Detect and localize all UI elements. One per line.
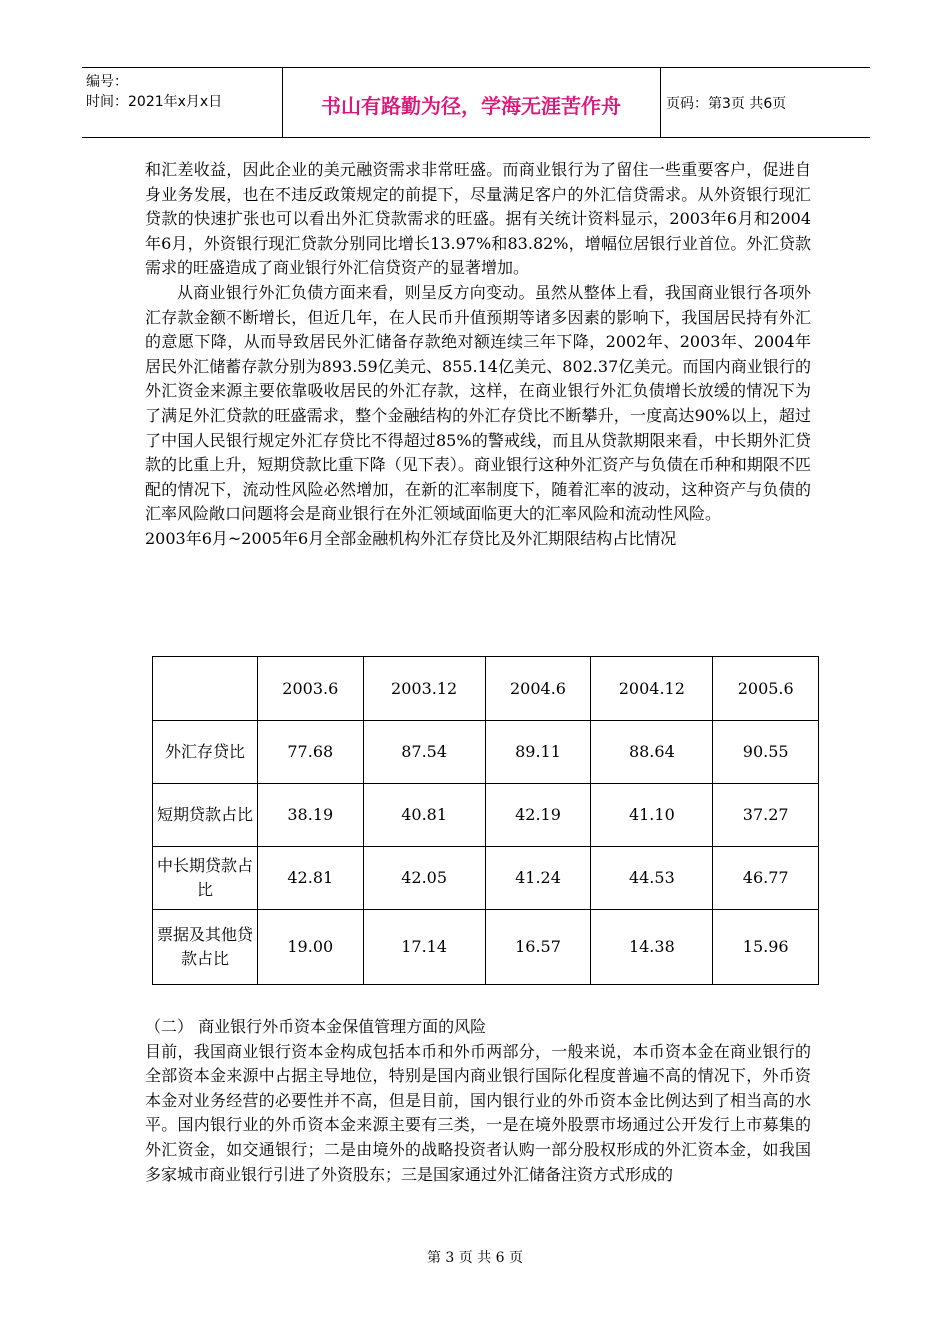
table-cell: 90.55 <box>713 721 819 784</box>
section-paragraph: 目前，我国商业银行资本金构成包括本币和外币两部分，一般来说，本币资本金在商业银行的全部资本金来源中占据主导地位，特别是国内商业银行国际化程度普遍不高的情况下，外币资本金对业务经营的必要性并不高，但是目前，国内银行业的外币资本金比例达到了相当高的水平。国内银行业的外币资本金来源主要有三类，一是在境外股票市场通过公开发行上市募集的外汇资金，如交通银行；二是由境外的战略投资者认购一部分股权形成的外汇资本金，如我国多家城市商业银行引进了外资股东；三是国家通过外汇储备注资方式形成的 <box>145 1041 811 1184</box>
table-cell: 14.38 <box>591 910 713 985</box>
paragraph-2: 从商业银行外汇负债方面来看，则呈反方向变动。虽然从整体上看，我国商业银行各项外汇存款金额不断增长，但近几年，在人民币升值预期等诸多因素的影响下，我国居民持有外汇的意愿下降，从而导致居民外汇储备存款绝对额连续三年下降，2002年、2003年、2004年居民外汇储蓄存款分别为893.59亿美元、855.14亿美元、802.37亿美元。而国内商业银行的外汇资金来源主要依靠吸收居民的外汇存款，这样，在商业银行外汇负债增长放缓的情况下为了满足外汇贷款的旺盛需求，整个金融结构的外汇存贷比不断攀升，一度高达90%以上，超过了中国人民银行规定外汇存贷比不得超过85%的警戒线，而且从贷款期限来看，中长期外汇贷款的比重上升，短期贷款比重下降（见下表）。商业银行这种外汇资产与负债在币种和期限不匹配的情况下，流动性风险必然增加，在新的汇率制度下，随着汇率的波动，这种资产与负债的汇率风险敞口问题将会是商业银行在外汇领域面临更大的汇率风险和流动性风险。 <box>145 282 811 524</box>
table-cell: 77.68 <box>258 721 364 784</box>
table-cell: 42.81 <box>258 847 364 910</box>
header-page-number: 页码：第3页 共6页 <box>666 96 787 112</box>
table-caption: 2003年6月~2005年6月全部金融机构外汇存贷比及外汇期限结构占比情况 <box>145 528 677 548</box>
table-cell: 46.77 <box>713 847 819 910</box>
data-table <box>152 656 819 985</box>
header-divider <box>282 68 283 137</box>
table-header-cell: 2004.12 <box>591 657 713 721</box>
table-cell: 37.27 <box>713 784 819 847</box>
paragraph-1: 和汇差收益，因此企业的美元融资需求非常旺盛。而商业银行为了留住一些重要客户，促进自身业务发展，也在不违反政策规定的前提下，尽量满足客户的外汇信贷需求。从外资银行现汇贷款的快速扩张也可以看出外汇贷款需求的旺盛。据有关统计资料显示，2003年6月和2004年6月，外资银行现汇贷款分别同比增长13.97%和83.82%，增幅位居银行业首位。外汇贷款需求的旺盛造成了商业银行外汇信贷资产的显著增加。 <box>145 160 811 278</box>
table-header-cell: 2005.6 <box>713 657 819 721</box>
table-header-row <box>153 657 819 721</box>
table-cell: 42.19 <box>485 784 591 847</box>
table-cell: 89.11 <box>485 721 591 784</box>
serial-label: 编号： <box>86 74 128 90</box>
table-cell: 16.57 <box>485 910 591 985</box>
table-header-cell: 2003.6 <box>258 657 364 721</box>
row-label: 票据及其他贷款占比 <box>153 910 258 985</box>
table-cell: 88.64 <box>591 721 713 784</box>
table-cell: 17.14 <box>363 910 485 985</box>
table-row <box>153 910 819 985</box>
header-divider <box>660 68 661 137</box>
table-row <box>153 784 819 847</box>
table-row <box>153 721 819 784</box>
section-heading: （二） 商业银行外币资本金保值管理方面的风险 <box>145 1017 487 1036</box>
header-meta <box>86 72 286 112</box>
table-row <box>153 847 819 910</box>
header-motto: 书山有路勤为径，学海无涯苦作舟 <box>321 94 621 118</box>
table-cell: 15.96 <box>713 910 819 985</box>
page-footer: 第 3 页 共 6 页 <box>426 1250 524 1266</box>
table-cell: 42.05 <box>363 847 485 910</box>
table-cell: 41.24 <box>485 847 591 910</box>
page-header <box>82 67 870 138</box>
row-label: 中长期贷款占比 <box>153 847 258 910</box>
table-header-cell <box>153 657 258 721</box>
row-label: 短期贷款占比 <box>153 784 258 847</box>
table-header-cell: 2004.6 <box>485 657 591 721</box>
date-label: 时间：2021年x月x日 <box>86 94 223 110</box>
row-label: 外汇存贷比 <box>153 721 258 784</box>
table-cell: 87.54 <box>363 721 485 784</box>
table-cell: 19.00 <box>258 910 364 985</box>
table-cell: 40.81 <box>363 784 485 847</box>
section-2 <box>145 1015 811 1187</box>
table-cell: 41.10 <box>591 784 713 847</box>
body-text <box>145 158 811 552</box>
table-header-cell: 2003.12 <box>363 657 485 721</box>
table-cell: 44.53 <box>591 847 713 910</box>
table-cell: 38.19 <box>258 784 364 847</box>
